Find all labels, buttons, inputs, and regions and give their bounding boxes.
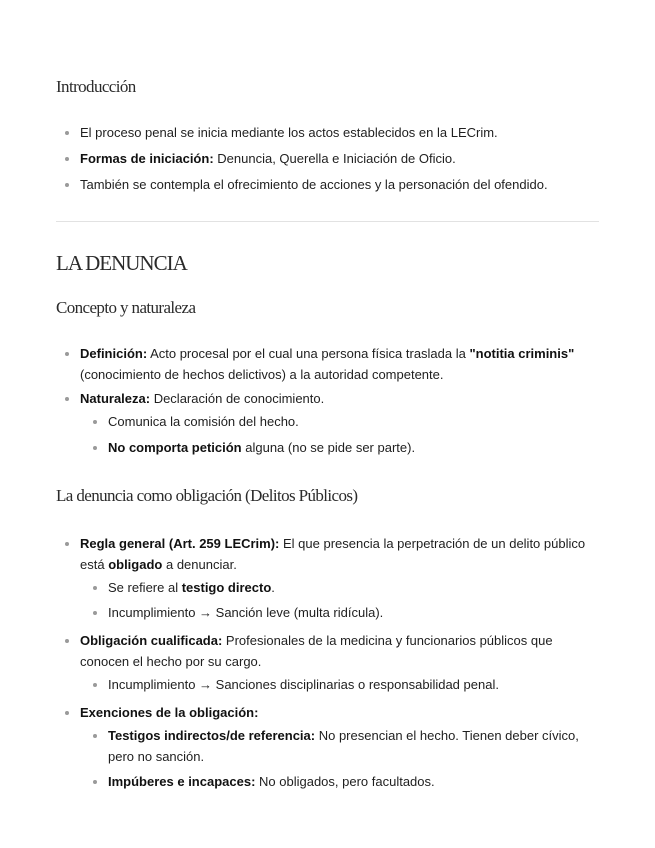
- intro-list: [56, 122, 599, 195]
- sub-list-item: Impúberes e incapaces: No obligados, pero facultados.: [56, 771, 599, 792]
- section-divider: [56, 221, 599, 222]
- section-heading-introduccion: Introducción: [56, 77, 136, 96]
- sub-list-item: Comunica la comisión del hecho.: [56, 411, 599, 432]
- obligacion-list: [56, 533, 599, 792]
- concepto-list: [56, 343, 599, 458]
- list-item: También se contempla el ofrecimiento de acciones y la personación del ofendido.: [56, 174, 599, 195]
- sub-list-item: Incumplimiento → Sanciones disciplinarias o responsabilidad penal.: [56, 674, 599, 695]
- subsection-heading-obligacion: La denuncia como obligación (Delitos Públicos): [56, 486, 358, 505]
- sub-list-item: Se refiere al testigo directo.: [56, 577, 599, 598]
- subsection-heading-concepto: Concepto y naturaleza: [56, 298, 196, 317]
- sub-list-item: Testigos indirectos/de referencia: No presencian el hecho. Tienen deber cívico, pero no sanción.: [56, 725, 599, 767]
- list-item-regla-general: Regla general (Art. 259 LECrim): El que presencia la perpetración de un delito público está obligado a denunciar.: [56, 533, 599, 575]
- list-item-definicion: Definición: Acto procesal por el cual una persona física traslada la "notitia criminis" (conocimiento de hechos delictivos) a la autoridad competente.: [56, 343, 599, 385]
- section-title-la-denuncia: LA DENUNCIA: [56, 251, 187, 275]
- sub-list-item: No comporta petición alguna (no se pide ser parte).: [56, 437, 599, 458]
- list-item: Formas de iniciación: Denuncia, Querella e Iniciación de Oficio.: [56, 148, 599, 169]
- list-item-obligacion-cualificada: Obligación cualificada: Profesionales de la medicina y funcionarios públicos que conocen el hecho por su cargo.: [56, 630, 599, 672]
- list-item-exenciones: Exenciones de la obligación:: [56, 702, 599, 723]
- sub-list-item: Incumplimiento → Sanción leve (multa ridícula).: [56, 602, 599, 623]
- list-item: El proceso penal se inicia mediante los actos establecidos en la LECrim.: [56, 122, 599, 143]
- list-item-naturaleza: Naturaleza: Declaración de conocimiento.: [56, 388, 599, 409]
